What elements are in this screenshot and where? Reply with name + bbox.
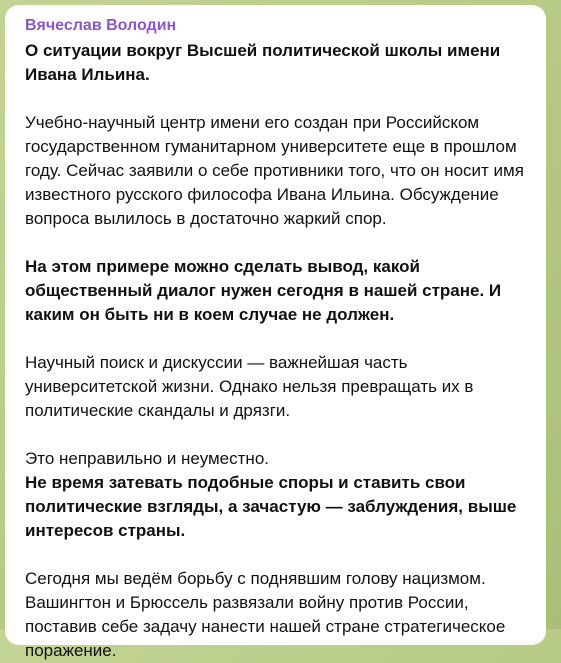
message-paragraph-4: Это неправильно и неуместно. — [25, 449, 269, 468]
paragraph-gap — [25, 87, 534, 111]
message-bubble — [5, 5, 546, 660]
message-heading: О ситуации вокруг Высшей политической школы имени Ивана Ильина. — [25, 41, 501, 84]
paragraph-gap — [25, 231, 534, 255]
message-paragraph-1: Учебно-научный центр имени его создан при Российском государственном гуманитарном университете еще в прошлом году. Сейчас заявили о себе противники того, что он носит имя известного русского философа Ивана Ильина. Обсуждение вопроса вылилось в достаточно жаркий спор. — [25, 113, 524, 228]
message-paragraph-5: Не время затевать подобные споры и ставить свои политические взгляды, а зачастую — заблуждения, выше интересов страны. — [25, 473, 517, 540]
message-paragraph-6: Сегодня мы ведём борьбу с поднявшим голову нацизмом. Вашингтон и Брюссель развязали войну против России, поставив себе задачу нанести нашей стране стратегическое поражение. — [25, 569, 506, 660]
message-paragraph-2: На этом примере можно сделать вывод, какой общественный диалог нужен сегодня в нашей стране. И каким он быть ни в коем случае не должен. — [25, 257, 502, 324]
sender-name[interactable]: Вячеслав Володин — [25, 17, 177, 34]
paragraph-gap — [25, 327, 534, 351]
paragraph-gap — [25, 543, 534, 567]
message-paragraph-3: Научный поиск и дискуссии — важнейшая часть университетской жизни. Однако нельзя превращать их в политические скандалы и дрязги. — [25, 353, 474, 420]
paragraph-gap — [25, 423, 534, 447]
